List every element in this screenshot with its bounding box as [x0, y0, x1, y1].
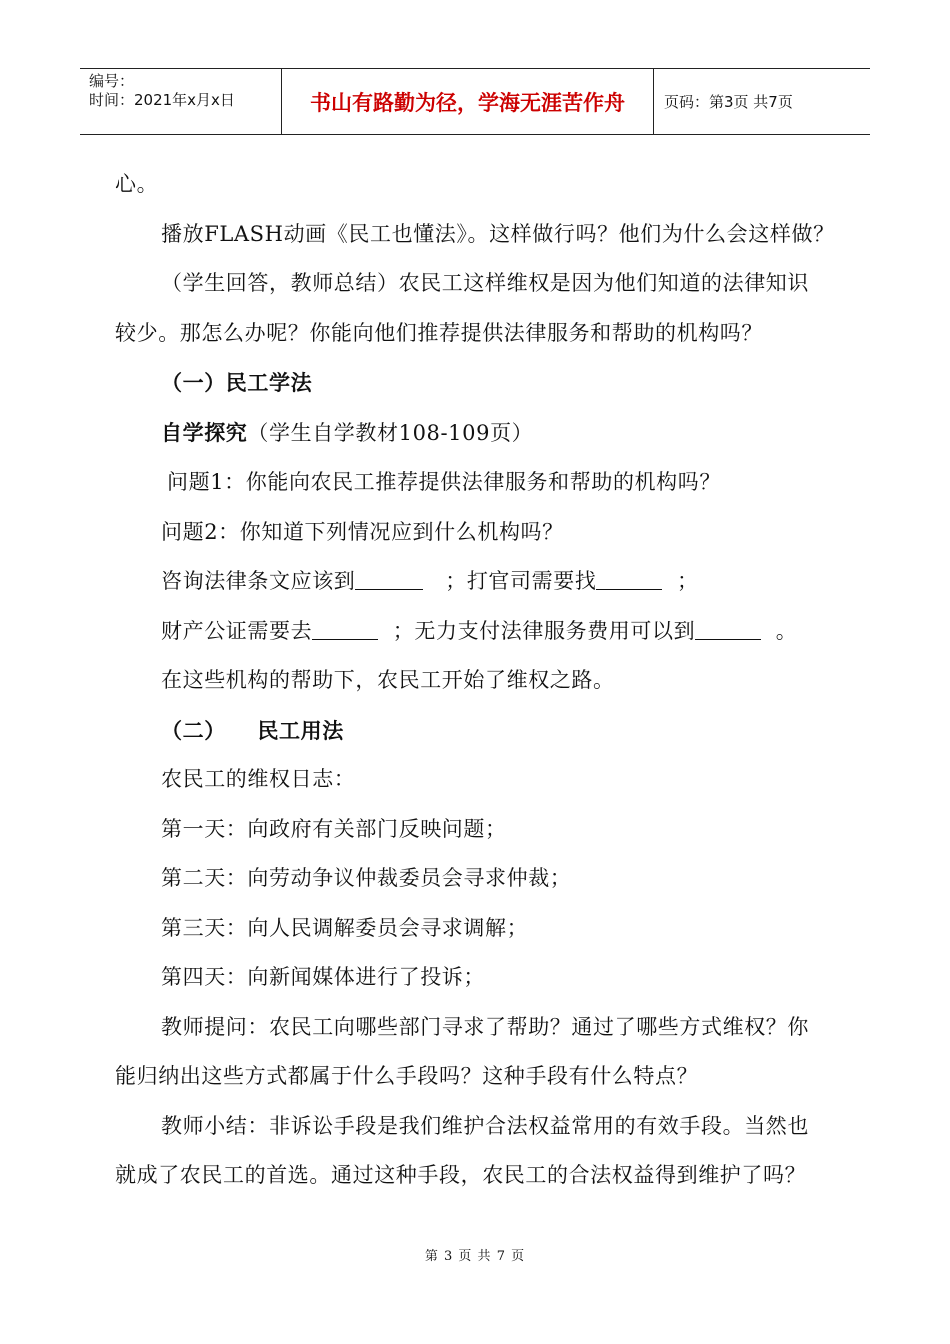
body-line: 教师提问：农民工向哪些部门寻求了帮助？通过了哪些方式维权？你 — [161, 1014, 809, 1039]
page-footer — [0, 1245, 950, 1264]
answer-blank — [596, 567, 662, 590]
body-line: 在这些机构的帮助下，农民工开始了维权之路。 — [161, 668, 615, 692]
body-line: 农民工的维权日志： — [161, 767, 356, 791]
fill-blank-line: 咨询法律条文应该到 ；打官司需要找 ； — [161, 569, 699, 593]
section-heading: （一）民工学法 — [161, 370, 313, 395]
question-line: 问题1：你能向农民工推荐提供法律服务和帮助的机构吗？ — [167, 470, 721, 494]
log-entry: 第三天：向人民调解委员会寻求调解； — [161, 915, 529, 940]
document-time: 时间：2021年x月x日 — [89, 91, 235, 109]
log-entry: 第一天：向政府有关部门反映问题； — [161, 816, 507, 841]
answer-blank — [355, 567, 423, 590]
body-line: （学生回答，教师总结）农民工这样维权是因为他们知道的法律知识 — [161, 271, 809, 295]
body-line: 播放FLASH动画《民工也懂法》。这样做行吗？他们为什么会这样做？ — [161, 221, 835, 246]
section-heading: （二） 民工用法 — [161, 717, 344, 743]
self-study-note: （学生自学教材108-109页） — [247, 420, 534, 445]
footer-page-number: 第 3 页 共 7 页 — [424, 1249, 526, 1264]
header-meta — [80, 69, 282, 134]
body-line: 教师小结：非诉讼手段是我们维护合法权益常用的有效手段。当然也 — [161, 1113, 809, 1138]
document-body — [115, 160, 835, 1201]
answer-blank — [312, 617, 378, 640]
header-motto — [282, 69, 654, 134]
answer-blank — [695, 617, 761, 640]
header-page — [654, 69, 870, 134]
fill-blank-line: 财产公证需要去 ；无力支付法律服务费用可以到 。 — [161, 618, 798, 643]
log-entry: 第二天：向劳动争议仲裁委员会寻求仲裁； — [161, 866, 572, 890]
page-indicator: 页码：第3页 共7页 — [664, 93, 793, 111]
body-line: 就成了农民工的首选。通过这种手段，农民工的合法权益得到维护了吗？ — [115, 1163, 807, 1187]
body-line: 能归纳出这些方式都属于什么手段吗？这种手段有什么特点？ — [115, 1064, 699, 1088]
body-line: 心。 — [115, 172, 159, 196]
body-line — [115, 408, 835, 459]
log-entry: 第四天：向新闻媒体进行了投诉； — [161, 965, 485, 989]
self-study-label: 自学探究 — [161, 419, 248, 445]
document-number: 编号： — [89, 72, 135, 90]
body-line: 较少。那怎么办呢？你能向他们推荐提供法律服务和帮助的机构吗？ — [115, 320, 763, 345]
page-header — [80, 68, 870, 135]
motto-text: 书山有路勤为径，学海无涯苦作舟 — [310, 90, 625, 115]
question-line: 问题2：你知道下列情况应到什么机构吗？ — [161, 519, 564, 544]
